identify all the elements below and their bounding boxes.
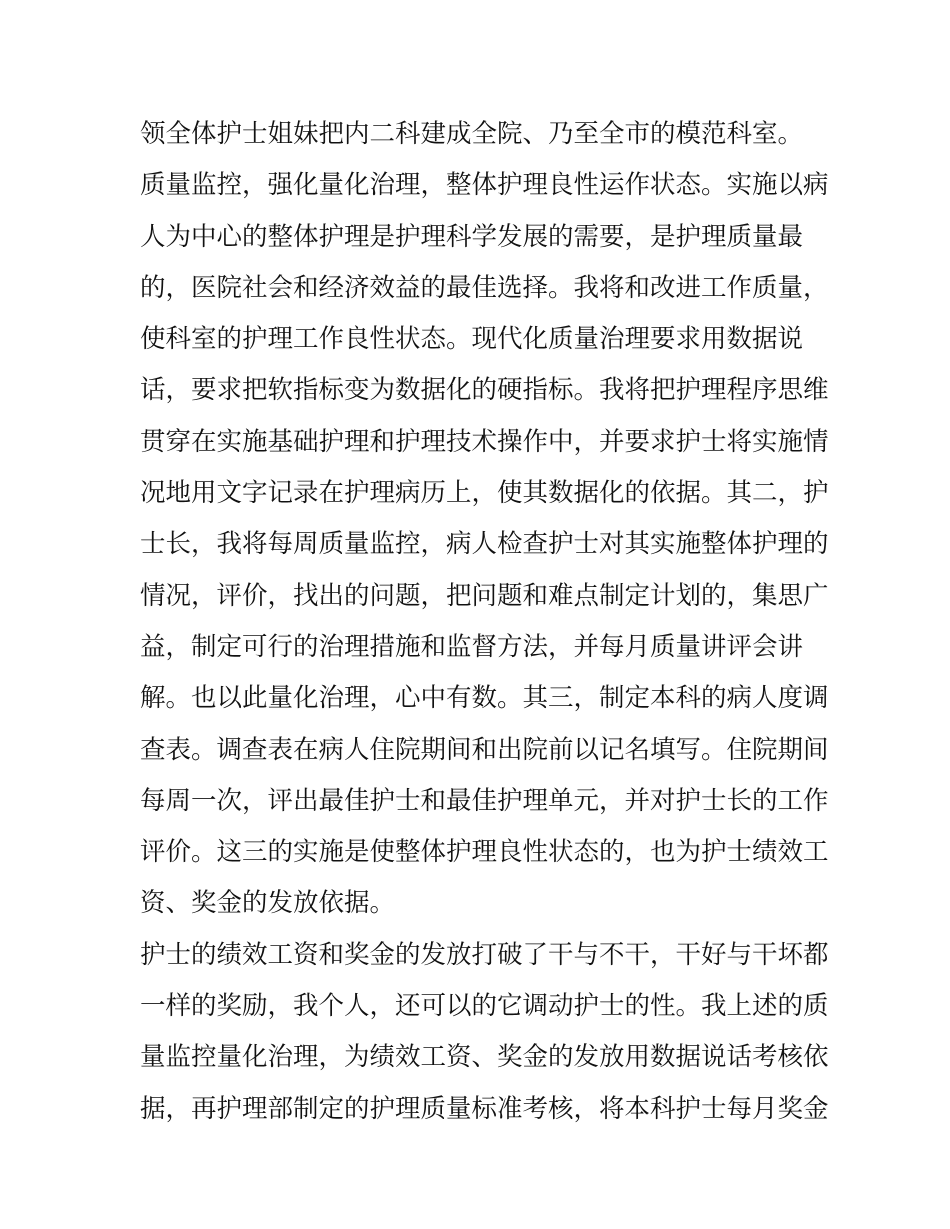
text-line: 领全体护士姐妹把内二科建成全院、乃至全市的模范科室。 xyxy=(140,119,804,149)
text-line: 护士的绩效工资和奖金的发放打破了干与不干，干好与干坏都 xyxy=(140,939,829,970)
text-line: 评价。这三的实施是使整体护理良性状态的，也为护士绩效工 xyxy=(140,837,829,868)
text-line: 益，制定可行的治理措施和监督方法，并每月质量讲评会讲 xyxy=(140,631,804,662)
body-text xyxy=(140,109,829,1135)
text-line: 士长，我将每周质量监控，病人检查护士对其实施整体护理的 xyxy=(140,529,829,560)
text-line: 话，要求把软指标变为数据化的硬指标。我将把护理程序思维 xyxy=(140,375,829,406)
text-line: 质量监控，强化量化治理，整体护理良性运作状态。实施以病 xyxy=(140,170,829,201)
text-line: 量监控量化治理，为绩效工资、奖金的发放用数据说话考核依 xyxy=(140,1042,829,1073)
text-line: 一样的奖励，我个人，还可以的它调动护士的性。我上述的质 xyxy=(140,991,829,1022)
text-line: 解。也以此量化治理，心中有数。其三，制定本科的病人度调 xyxy=(140,683,829,714)
text-line: 的，医院社会和经济效益的最佳选择。我将和改进工作质量， xyxy=(140,272,829,303)
text-line: 资、奖金的发放依据。 xyxy=(140,888,396,919)
text-line: 每周一次，评出最佳护士和最佳护理单元，并对护士长的工作 xyxy=(140,785,829,816)
text-line: 情况，评价，找出的问题，把问题和难点制定计划的，集思广 xyxy=(140,580,829,611)
text-line: 况地用文字记录在护理病历上，使其数据化的依据。其二，护 xyxy=(140,478,829,509)
text-line: 使科室的护理工作良性状态。现代化质量治理要求用数据说 xyxy=(140,324,804,355)
text-line: 查表。调查表在病人住院期间和出院前以记名填写。住院期间 xyxy=(140,734,829,765)
text-line: 人为中心的整体护理是护理科学发展的需要，是护理质量最 xyxy=(140,221,804,252)
text-line: 据，再护理部制定的护理质量标准考核，将本科护士每月奖金 xyxy=(140,1093,829,1124)
text-line: 贯穿在实施基础护理和护理技术操作中，并要求护士将实施情 xyxy=(140,426,829,457)
